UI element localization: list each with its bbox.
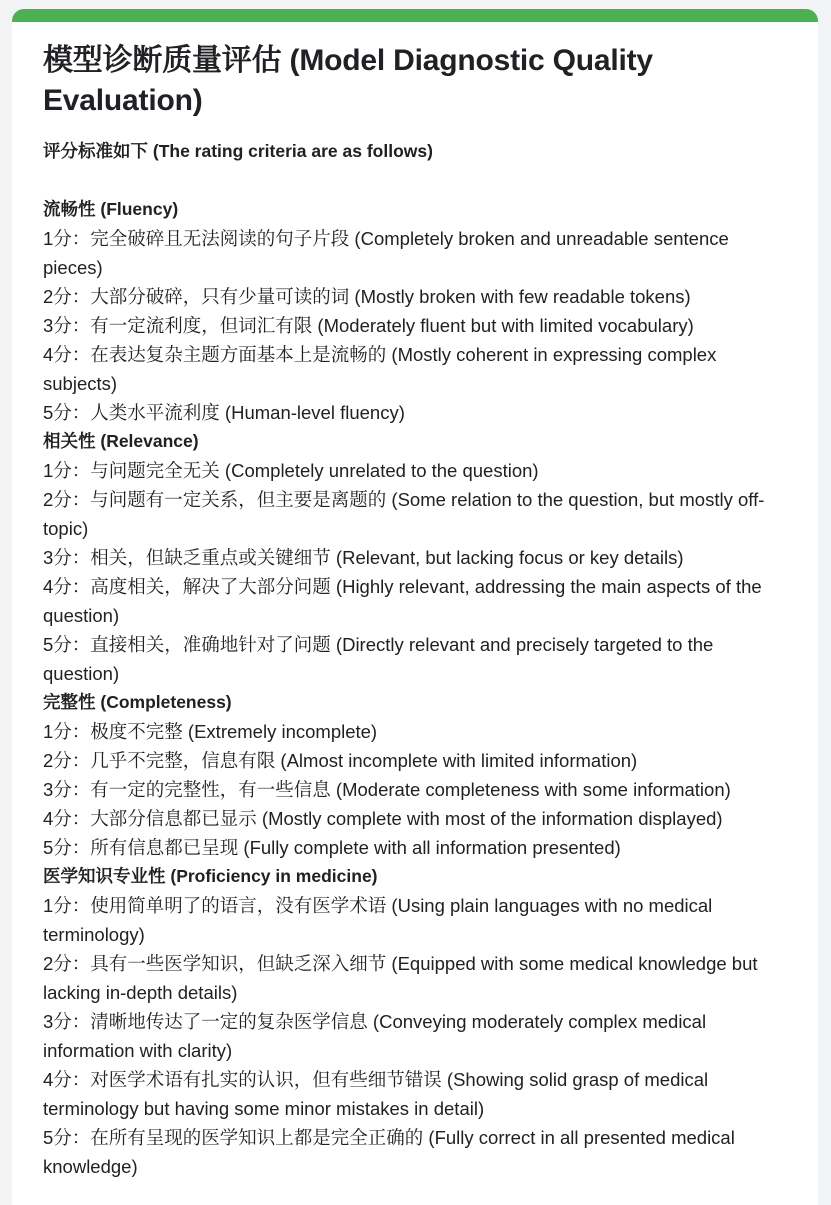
- criterion-item: 4分：高度相关，解决了大部分问题 (Highly relevant, addressing the main aspects of the question): [43, 576, 762, 626]
- criterion-item: 4分：大部分信息都已显示 (Mostly complete with most of the information displayed): [43, 808, 723, 829]
- section-title: 完整性 (Completeness): [43, 692, 232, 712]
- criteria-section-completeness: [43, 688, 786, 862]
- criterion-item: 5分：所有信息都已呈现 (Fully complete with all information presented): [43, 837, 621, 858]
- criteria-section-relevance: [43, 427, 786, 688]
- page-title: 模型诊断质量评估 (Model Diagnostic Quality Evaluation): [43, 44, 653, 117]
- section-title: 医学知识专业性 (Proficiency in medicine): [43, 866, 378, 886]
- criterion-item: 3分：有一定流利度，但词汇有限 (Moderately fluent but with limited vocabulary): [43, 315, 694, 336]
- criterion-item: 2分：与问题有一定关系，但主要是离题的 (Some relation to the question, but mostly off-topic): [43, 489, 765, 539]
- criterion-item: 3分：有一定的完整性，有一些信息 (Moderate completeness with some information): [43, 779, 731, 800]
- form-card: [12, 9, 818, 1205]
- criterion-item: 1分：使用简单明了的语言，没有医学术语 (Using plain languages with no medical terminology): [43, 895, 713, 945]
- criterion-item: 2分：几乎不完整，信息有限 (Almost incomplete with limited information): [43, 750, 638, 771]
- criterion-item: 5分：直接相关，准确地针对了问题 (Directly relevant and precisely targeted to the question): [43, 634, 714, 684]
- criteria-intro: 评分标准如下 (The rating criteria are as follows): [43, 141, 433, 161]
- criteria-section-fluency: [43, 195, 786, 427]
- criterion-item: 3分：相关，但缺乏重点或关键细节 (Relevant, but lacking focus or key details): [43, 547, 684, 568]
- form-content: [12, 22, 818, 1181]
- criterion-item: 1分：与问题完全无关 (Completely unrelated to the question): [43, 460, 539, 481]
- criterion-item: 5分：人类水平流利度 (Human-level fluency): [43, 402, 405, 423]
- criterion-item: 2分：大部分破碎，只有少量可读的词 (Mostly broken with few readable tokens): [43, 286, 691, 307]
- criterion-item: 2分：具有一些医学知识，但缺乏深入细节 (Equipped with some medical knowledge but lacking in-depth details): [43, 953, 758, 1003]
- criterion-item: 4分：在表达复杂主题方面基本上是流畅的 (Mostly coherent in expressing complex subjects): [43, 344, 717, 394]
- section-title: 相关性 (Relevance): [43, 431, 199, 451]
- criterion-item: 5分：在所有呈现的医学知识上都是完全正确的 (Fully correct in all presented medical knowledge): [43, 1127, 735, 1177]
- section-title: 流畅性 (Fluency): [43, 199, 179, 219]
- criterion-item: 3分：清晰地传达了一定的复杂医学信息 (Conveying moderately complex medical information with clarity): [43, 1011, 707, 1061]
- criterion-item: 1分：极度不完整 (Extremely incomplete): [43, 721, 378, 742]
- criterion-item: 4分：对医学术语有扎实的认识，但有些细节错误 (Showing solid grasp of medical terminology but having some minor mistakes in detail): [43, 1069, 709, 1119]
- criterion-item: 1分：完全破碎且无法阅读的句子片段 (Completely broken and unreadable sentence pieces): [43, 228, 729, 278]
- criteria-section-proficiency: [43, 862, 786, 1181]
- accent-bar: [12, 9, 818, 22]
